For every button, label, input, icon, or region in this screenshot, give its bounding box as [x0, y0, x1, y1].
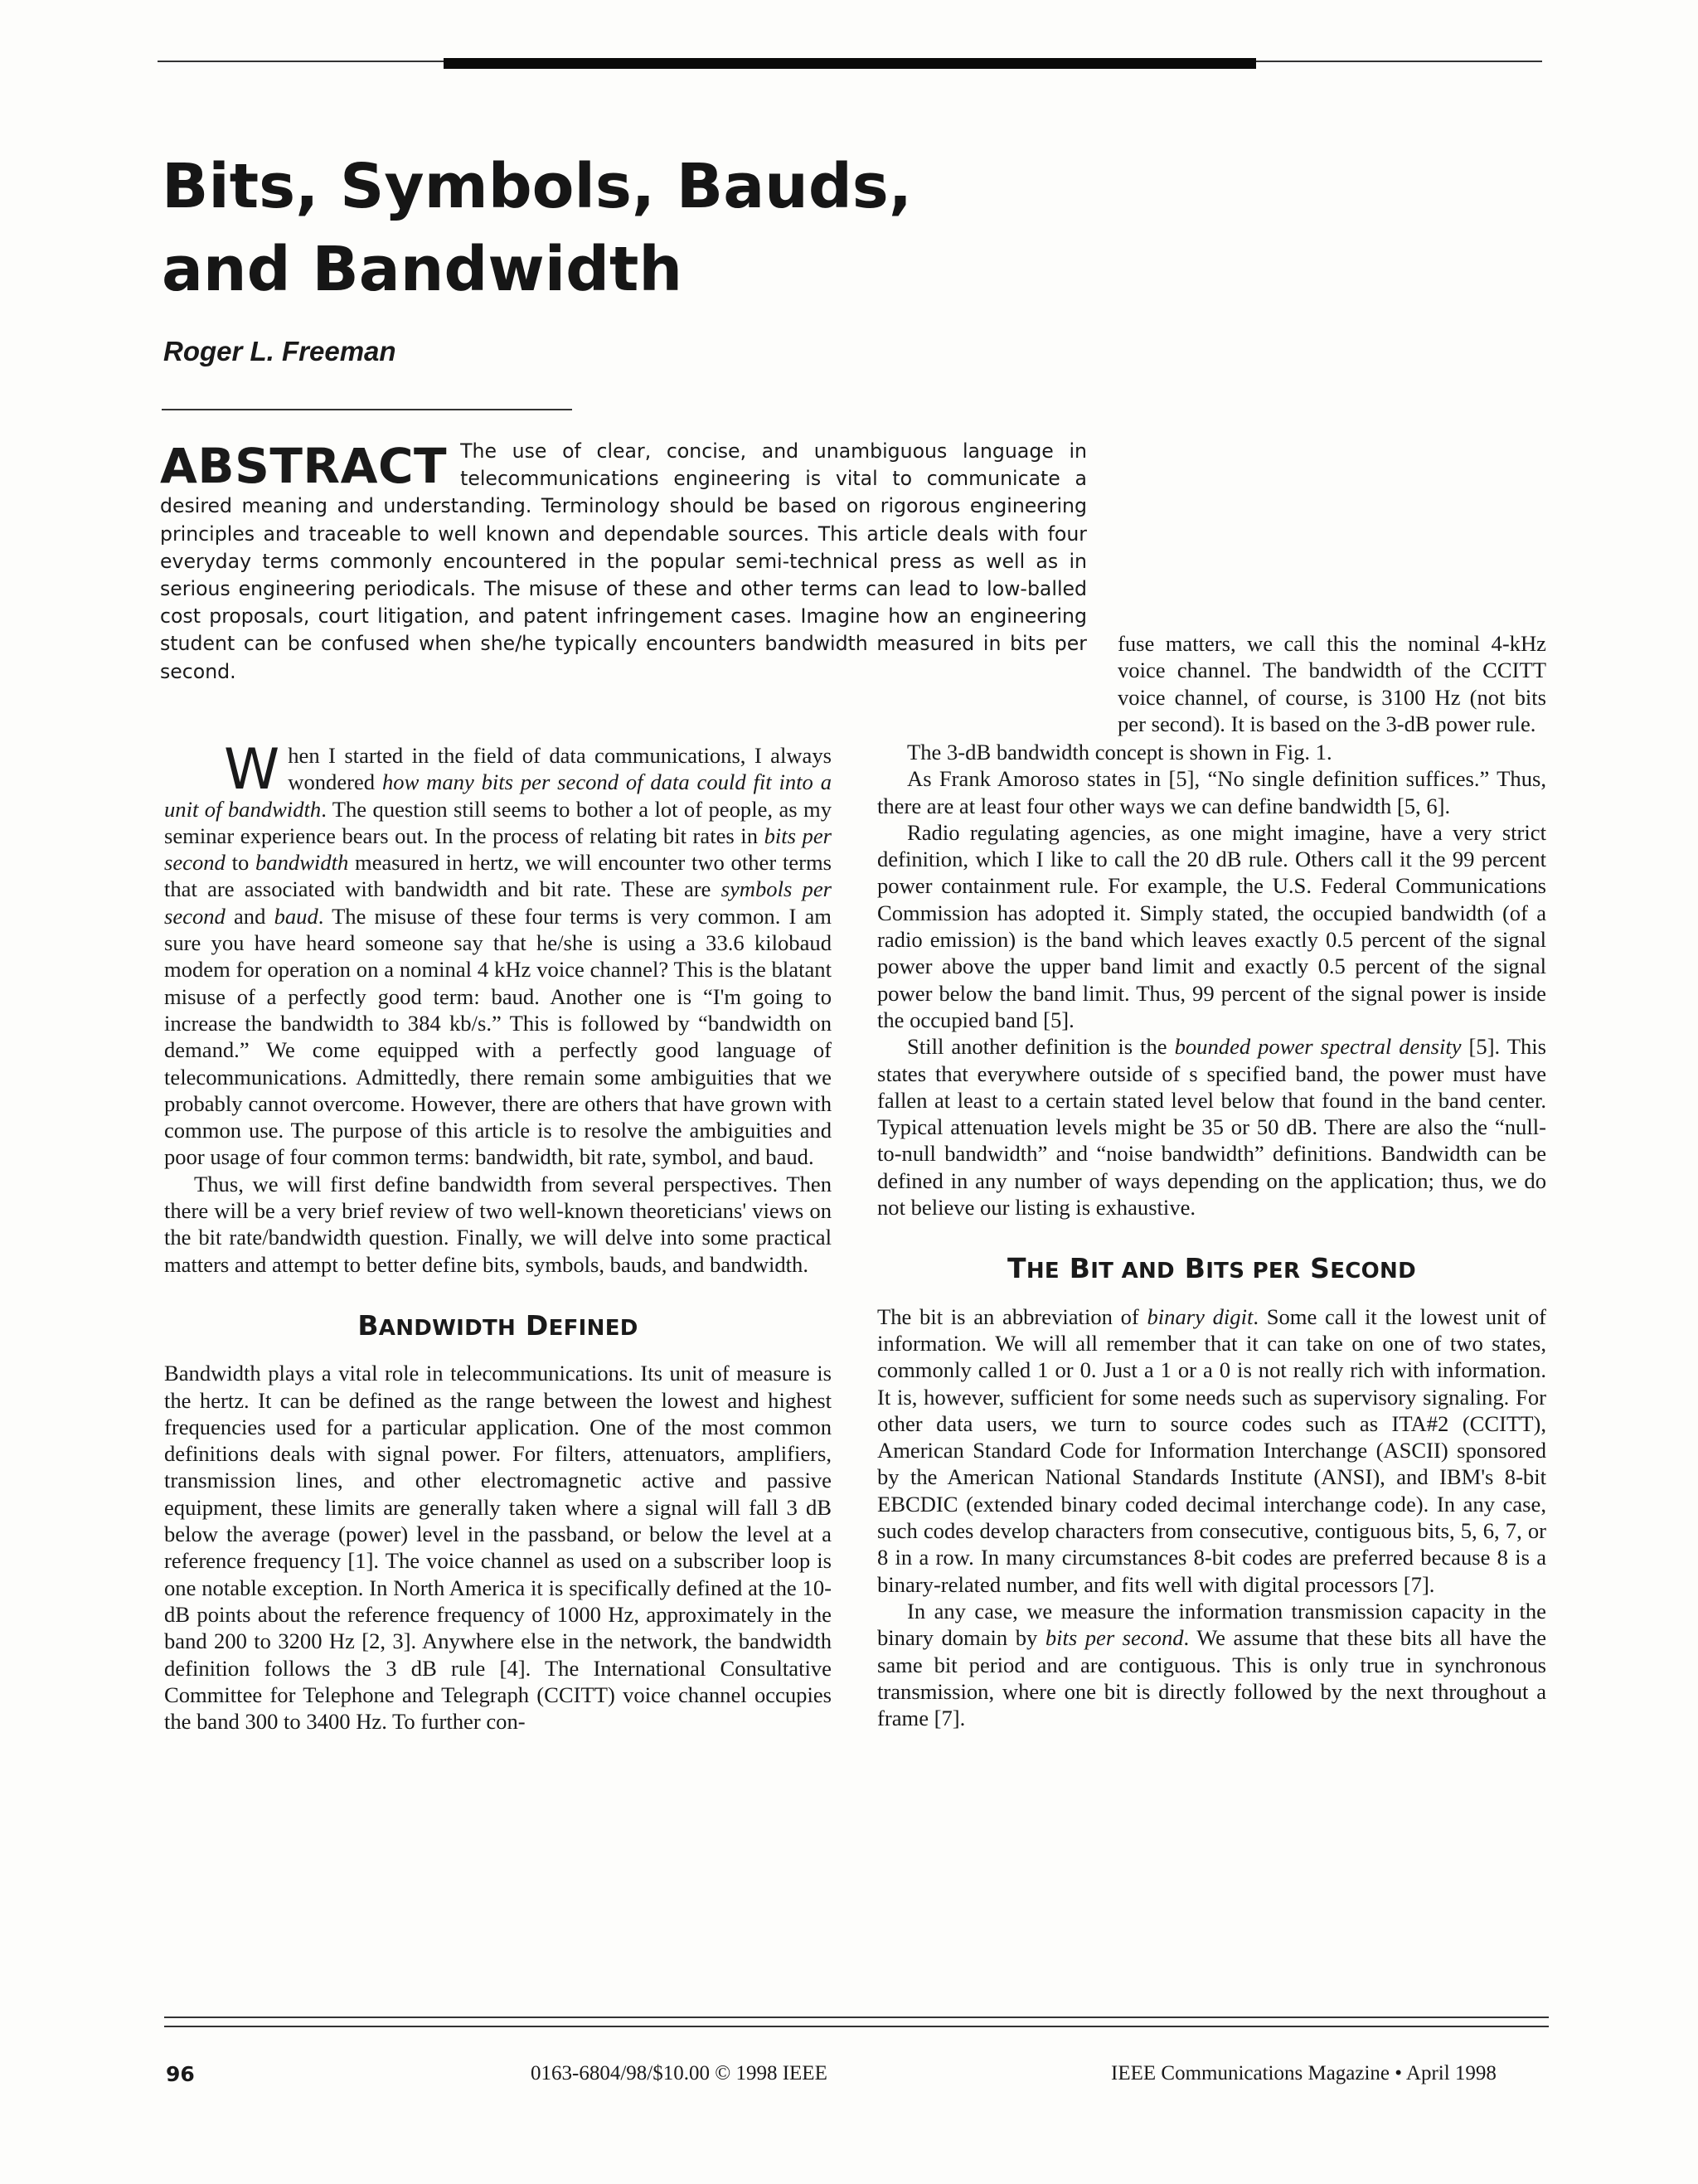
author-name: Roger L. Freeman: [163, 336, 396, 366]
bandwidth-paragraph-2: The 3-dB bandwidth concept is shown in Fig. 1.: [907, 740, 1332, 764]
article-title: [162, 145, 1157, 311]
left-column: [164, 737, 832, 1735]
bits-paragraph-2: In any case, we measure the information transmission capacity in the binary domain by bits per second. We assume that these bits all have the same bit period and are contiguous. This is only true in synchronous transmission, where one bit is directly followed by the next throughout a frame [7].: [877, 1598, 1546, 1731]
title-line-2: and Bandwidth: [162, 234, 683, 305]
abstract-heading: ABSTRACT: [160, 438, 448, 494]
bandwidth-paragraph-3: As Frank Amoroso states in [5], “No single definition suffices.” Thus, there are at least four other ways we can define bandwidth [5, 6].: [877, 766, 1546, 818]
footer-rule-2: [164, 2026, 1549, 2027]
section-heading-bandwidth-defined: BANDWIDTH DEFINED: [357, 1308, 638, 1342]
bandwidth-paragraph-4: Radio regulating agencies, as one might imagine, have a very strict definition, which I like to call the 20 dB rule. Others call it the 99 percent power containment rule. For example, the U.S. Federal Communications Commission has adopted it. Simply stated, the occupied bandwidth (of a radio emission) is the band which leaves exactly 0.5 percent of the signal power above the upper band limit and exactly 0.5 percent of the signal power below the band limit. Thus, 99 percent of the signal power is inside the occupied band [5].: [877, 819, 1546, 1032]
bandwidth-paragraph-5: Still another definition is the bounded power spectral density [5]. This states that everywhere outside of s specified band, the power must have fallen at least to a certain stated level below that found in the band center. Typical attenuation levels might be 35 or 50 dB. There are also the “null-to-null bandwidth” and “noise bandwidth” definitions. Bandwidth can be defined in any number of ways depending on the application; thus, we do not believe our listing is exhaustive.: [877, 1034, 1546, 1221]
intro-paragraph-1: When I started in the field of data communications, I always wondered how many bits per second of data could fit into a unit of bandwidth. The question still seems to bother a lot of people, as my seminar experience bears out. In the process of relating bit rates in bits per second to bandwidth measured in hertz, we will encounter two other terms that are associated with bandwidth and bit rate. These are symbols per second and baud. The misuse of these four terms is very common. I am sure you have heard someone say that he/she is using a 33.6 kilobaud modem for operation on a nominal 4 kHz voice channel? This is the blatant misuse of a perfectly good term: baud. Another one is “I'm going to increase the bandwidth to 384 kb/s.” This is followed by “bandwidth on demand.” We come equipped with a perfectly good language of telecommunications. Admittedly, there remain some ambiguities that we probably cannot overcome. However, there are others that have grown with common use. The purpose of this article is to resolve the ambiguities and poor usage of four common terms: bandwidth, bit rate, symbol, and baud.: [164, 737, 832, 1170]
intro-paragraph-2: Thus, we will first define bandwidth from several perspectives. Then there will be a very brief review of two well-known theoreticians' views on the bit rate/bandwidth question. Finally, we will delve into some practical matters and attempt to better define bits, symbols, bauds, and bandwidth.: [164, 1171, 832, 1277]
title-line-1: Bits, Symbols, Bauds,: [162, 151, 912, 222]
header-rule-thick: [444, 58, 1256, 69]
right-column: [877, 739, 1546, 1731]
footer-rule-1: [164, 2017, 1549, 2018]
page-number: 96: [166, 2062, 195, 2086]
journal-citation: IEEE Communications Magazine • April 1998: [1111, 2062, 1497, 2085]
bits-paragraph-1: The bit is an abbreviation of binary digit. Some call it the lowest unit of information. We will all remember that it can take on one of two states, commonly called 1 or 0. Just a 1 or a 0 is not really rich with information. It is, however, sufficient for some needs such as supervisory signaling. For other data users, we turn to source codes such as ITA#2 (CCITT), American Standard Code for Information Interchange (ASCII) sponsored by the American National Standards Institute (ANSI), and IBM's 8-bit EBCDIC (extended binary coded decimal interchange code). In any case, such codes develop characters from consecutive, contiguous bits, 5, 6, 7, or 8 in a row. In many circumstances 8-bit codes are preferred because 8 is a binary-related number, and fits well with digital processors [7].: [877, 1303, 1547, 1597]
abstract: [160, 438, 1087, 686]
bandwidth-paragraph-1: Bandwidth plays a vital role in telecommunications. Its unit of measure is the hertz. It can be defined as the range between the lowest and highest frequencies used for a particular application. One of the most common definitions deals with signal power. For filters, attenuators, amplifiers, transmission lines, and other electromagnetic active and passive equipment, these limits are generally taken where a signal will fall 3 dB below the average (power) level in the passband, or below the level at a reference frequency [1]. The voice channel as used on a subscriber loop is one notable exception. In North America it is specifically defined at the 10-dB points about the reference frequency of 1000 Hz, approximately in the band 200 to 3200 Hz [2, 3]. Anywhere else in the network, the bandwidth definition follows the 3 dB rule [4]. The International Consultative Committee for Telephone and Telegraph (CCITT) voice channel occupies the band 300 to 3400 Hz. To further con-: [164, 1361, 832, 1735]
section-heading-bits-per-second: THE BIT AND BITS PER SECOND: [1007, 1252, 1416, 1285]
drop-cap: W: [224, 737, 280, 803]
copyright-line: 0163-6804/98/$10.00 © 1998 IEEE: [531, 2062, 827, 2085]
right-column-top-paragraph: fuse matters, we call this the nominal 4-kHz voice channel. The bandwidth of the CCITT voice channel, of course, is 3100 Hz (not bits per second). It is based on the 3-dB power rule.: [1118, 631, 1546, 736]
author-rule: [162, 409, 572, 410]
abstract-text: The use of clear, concise, and unambiguous language in telecommunications engineering is vital to communicate a desired meaning and understanding. Terminology should be based on rigorous engineering principles and traceable to well known and dependable sources. This article deals with four everyday terms commonly encountered in the popular semi-technical press as well as in serious engineering periodicals. The misuse of these and other terms can lead to low-balled cost proposals, court litigation, and patent infringement cases. Imagine how an engineering student can be confused when she/he typically encounters bandwidth measured in bits per second.: [160, 439, 1087, 683]
